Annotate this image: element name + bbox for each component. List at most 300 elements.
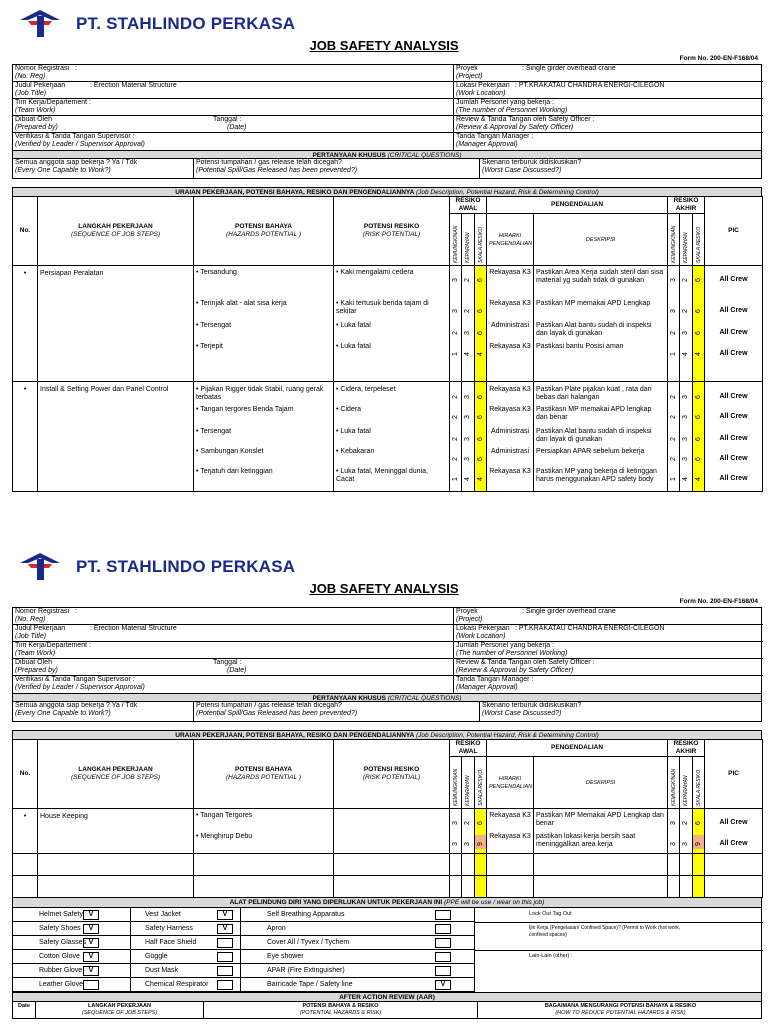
likelihood-value-cell [450,382,462,492]
empty-cell[interactable] [194,854,334,876]
col-likelihood: KEMUNGKINAN [453,225,459,263]
aar-col-step: LANGKAH PEKERJAAN (SEQUENCE OF JOB STEPS) [35,1002,203,1018]
likelihood-final-value: 3 [670,842,678,846]
likelihood-final-value: 2 [670,457,678,461]
hazard-item: • Tersandung [196,269,237,276]
page-2 [0,543,768,1016]
ppe-checkbox[interactable]: V [83,910,99,920]
aar-col-how: BAGAIMANA MENGURANGI POTENSI BAHAYA & RESIKO (HOW TO REDUCE POTENTIAL HAZARDS & RISK) [477,1002,763,1018]
control-description: pastikan lokasi kerja bersih saat meninggalkan area kerja [536,833,636,848]
col-no: No. [13,740,38,809]
severity-value: 4 [464,352,471,356]
ppe-item-label: Barricade Tape / Safety line [267,981,353,988]
jsa-table [12,739,763,898]
col-risk-scale: SKALA RESIKO [478,769,484,806]
job-step: Persiapan Peralatan [38,266,194,382]
severity-value: 2 [464,821,471,825]
severity-final-value: 3 [682,415,690,419]
likelihood-final-value-cell [668,809,680,854]
job-title-field[interactable]: Judul Pekerjaan : Erection Material Structure (Job Title) [13,82,454,99]
pic-value: All Crew [719,329,748,336]
ppe-item [131,922,241,936]
ppe-item-label: Half Face Shield [145,939,197,946]
ppe-item-label: Goggle [145,953,168,960]
severity-value: 3 [464,842,471,846]
col-risk-akhir: RESIKO AKHIR [668,197,705,214]
control-hierarchy: Rekayasa K3 [489,812,531,819]
ppe-side-panel [475,908,763,992]
control-description: Pastikasi bantu Posisi aman [536,343,624,350]
empty-cell[interactable] [462,854,475,876]
ppe-checkbox[interactable] [435,966,451,976]
severity-value-cell [462,266,475,382]
likelihood-value: 3 [452,842,459,846]
safety-officer-field[interactable]: Review & Tanda Tangan oleh Safety Officer : (Review & Approval by Safety Officer) [454,116,763,133]
empty-cell[interactable] [475,876,487,898]
risk-scale-final-value: 6 [695,309,703,313]
risk-scale-value: 4 [477,477,484,481]
hazard-item: • Tersengat [196,322,232,329]
ppe-item [13,978,131,992]
info-block [12,607,762,722]
work-location-field[interactable]: Lokasi Pekerjaan : PT.KRAKATAU CHANDRA ENERGI-CILEGON (Work Location) [454,625,763,642]
empty-cell[interactable] [38,854,194,876]
severity-value-cell [462,382,475,492]
hazard-item: • Sambungan Konslet [196,448,264,455]
likelihood-final-value: 2 [670,331,678,335]
col-step: LANGKAH PEKERJAAN (SEQUENCE OF JOB STEPS) [38,197,194,266]
ppe-item [241,950,475,964]
pic-value: All Crew [719,413,748,420]
control-hierarchy: Administrasi [490,428,530,435]
ppe-checkbox[interactable] [435,952,451,962]
company-logo-icon [18,551,62,581]
control-description: Pastikan MP Memakai APD Lengkap dan benar [536,812,664,827]
table-row [13,809,763,854]
ppe-checkbox[interactable]: V [83,966,99,976]
hazard-item: • Pijakan Rigger tidak Stabil, ruang gerak terbatas [196,386,324,401]
question-worst-case[interactable]: Skenario terburuk didiskusikan? (Worst Case Discussed?) [479,159,763,178]
likelihood-value: 1 [452,477,459,481]
risk-scale-value: 9 [477,842,484,846]
risk-scale-value: 4 [477,352,484,356]
safety-officer-field[interactable]: Review & Tanda Tangan oleh Safety Officer : (Review & Approval by Safety Officer) [454,659,763,676]
empty-cell[interactable] [450,854,462,876]
severity-value: 3 [464,415,471,419]
registration-field[interactable]: Nomor Registrasi : (No. Reg) [13,65,454,82]
hazard-item: • Menghirup Debu [196,833,253,840]
severity-value: 2 [464,278,471,282]
severity-value: 3 [464,437,471,441]
ppe-checkbox[interactable]: V [435,980,451,990]
ppe-checkbox[interactable]: V [83,924,99,934]
jsa-table-body [13,809,763,898]
hazard-item: • Terjatuh dari ketinggian [196,468,273,475]
col-control: PENGENDALIAN [487,197,668,214]
ppe-item [241,922,475,936]
severity-final-value: 3 [682,395,690,399]
critical-questions [13,159,761,178]
empty-cell[interactable] [534,876,668,898]
col-severity-final: KEPARAHAN [683,232,690,263]
page-1 [0,0,768,483]
ppe-item [131,908,241,922]
severity-value: 3 [464,331,471,335]
empty-cell[interactable] [334,876,450,898]
ppe-checkbox[interactable] [435,924,451,934]
ppe-item [13,950,131,964]
question-capable[interactable]: Semua anggota siap bekerja ? Ya / Tdk (Every One Capable to Work?) [15,159,138,174]
risk-scale-final-value: 4 [695,477,703,481]
severity-final-value: 3 [682,437,690,441]
severity-final-value-cell [680,809,693,854]
col-risk-scale-final: SKALA RESIKO [696,226,703,263]
risk-scale-final-value-cell [693,382,705,492]
ppe-band: ALAT PELINDUNG DIRI YANG DIPERLUKAN UNTUK PEKERJAAN INI (PPE will be use / wear on this job) [13,898,761,908]
empty-cell[interactable] [462,876,475,898]
risk-item: • Kebakaran [336,448,375,455]
empty-cell[interactable] [450,876,462,898]
risk-scale-final-value: 4 [695,352,703,356]
likelihood-value: 2 [452,437,459,441]
risk-scale-final-value: 9 [695,842,703,846]
risk-scale-value: 6 [477,415,484,419]
control-description: Pastikan Alat bantu sudah di inspeksi dan layak di gunakan [536,428,652,443]
supervisor-field[interactable]: Verifikasi & Tanda Tangan Supervisor : (Verified by Leader / Supervisor Approval) [13,133,454,150]
hazard-item: • Tersengat [196,428,232,435]
ppe-item-label: Safety Harness [145,925,193,932]
jsa-table-band: URAIAN PEKERJAAN, POTENSI BAHAYA, RESIKO DAN PENGENDALIANNYA (Job Description, Potential Hazard, Risk & Determining Control) [12,730,762,739]
ppe-checkbox[interactable] [217,980,233,990]
empty-cell[interactable] [475,854,487,876]
header [0,543,768,605]
critical-questions-band: PERTANYAAN KHUSUS (CRITICAL QUESTIONS) [13,693,761,702]
risk-item: • Cidera [336,406,362,413]
control-description-cell [534,266,668,382]
ppe-checkbox[interactable] [217,966,233,976]
likelihood-final-value: 1 [670,477,678,481]
likelihood-final-value: 1 [670,352,678,356]
control-description: Persiapkan APAR sebelum bekerja [536,448,645,455]
control-description: Pastikasn MP memakai APD lengkap dan benar [536,406,652,421]
risk-item: • Luka fatal [336,343,371,350]
ppe-item-label: Cotton Glove [39,953,80,960]
col-hazard: POTENSI BAHAYA (HAZARDS POTENTIAL ) [194,740,334,809]
severity-final-value: 2 [682,821,690,825]
registration-field[interactable]: Nomor Registrasi : (No. Reg) [13,608,454,625]
company-name: PT. STAHLINDO PERKASA [76,14,296,33]
empty-cell[interactable] [13,876,38,898]
control-hierarchy: Rekayasa K3 [489,406,531,413]
job-step: Install & Setting Power dan Panel Control [38,382,194,492]
col-severity: KEPARAHAN [465,775,471,806]
empty-cell[interactable] [194,876,334,898]
control-description: Pastikan MP yang bekerja di ketinggan harus menggunakan APD safety body [536,468,657,483]
ppe-checkbox[interactable]: V [83,952,99,962]
risk-scale-value: 6 [477,395,484,399]
control-description: Pastikan Plate pijakan kuat , rata dan bebas dari halangan [536,386,652,401]
col-risk-awal: RESIKO AWAL [450,740,487,757]
prepared-by-field[interactable]: Dibuat Oleh Tanggal : (Prepared by) (Date) [13,116,454,133]
control-hierarchy-cell [487,266,534,382]
likelihood-value: 1 [452,352,459,356]
col-no: No. [13,197,38,266]
control-hierarchy: Administrasi [490,322,530,329]
ppe-item [131,964,241,978]
question-capable[interactable]: Semua anggota siap bekerja ? Ya / Tdk (Every One Capable to Work?) [15,702,138,717]
severity-value-cell [462,809,475,854]
col-hierarchy: HIRARKI PENGENDALIAN [489,775,533,790]
empty-cell[interactable] [680,876,693,898]
control-description: Pastikan MP memakai APD Lengkap [536,300,651,307]
risk-scale-final-value-cell [693,266,705,382]
risk-item-cell [334,809,450,854]
risk-scale-final-value-cell [693,809,705,854]
likelihood-final-value: 3 [670,309,678,313]
control-hierarchy: Rekayasa K3 [489,343,531,350]
risk-scale-value-cell [475,382,487,492]
others-label: Lain-Lain (other) : [529,953,573,959]
jsa-table-band: URAIAN PEKERJAAN, POTENSI BAHAYA, RESIKO DAN PENGENDALIANNYA (Job Description, Potential Hazard, Risk & Determining Control) [12,187,762,196]
severity-final-value: 3 [682,331,690,335]
risk-item-cell [334,266,450,382]
likelihood-value: 2 [452,415,459,419]
risk-scale-value-cell [475,266,487,382]
empty-cell[interactable] [693,876,705,898]
ppe-checkbox[interactable]: V [217,924,233,934]
aar-band: AFTER ACTION REVIEW (AAR) [13,992,761,1001]
col-description: DESKRIPSI [585,779,616,786]
ppe-item-label: Chemical Respirator [145,981,209,988]
col-description: DESKRIPSI [585,236,616,243]
pic-value-cell [705,809,763,854]
col-likelihood-final: KEMUNGKINAN [671,768,678,806]
pic-value: All Crew [719,475,748,482]
control-hierarchy: Rekayasa K3 [489,269,531,276]
likelihood-final-value: 3 [670,821,678,825]
form-number: Form No. 200-EN-F168/04 [679,55,758,62]
aar-col-hazard: POTENSI BAHAYA & RESIKO (POTENTIAL HAZARDS & RISK) [203,1002,477,1018]
empty-cell[interactable] [668,876,680,898]
likelihood-value-cell [450,266,462,382]
row-number: • [13,809,38,854]
likelihood-final-value-cell [668,382,680,492]
ppe-item [13,936,131,950]
empty-cell[interactable] [13,854,38,876]
likelihood-final-value: 2 [670,415,678,419]
risk-item: • Luka fatal [336,322,371,329]
risk-scale-final-value: 6 [695,821,703,825]
control-hierarchy: Rekayasa K3 [489,386,531,393]
severity-final-value-cell [680,266,693,382]
control-hierarchy: Rekayasa K3 [489,833,531,840]
severity-final-value: 4 [682,477,690,481]
ppe-checkbox[interactable] [83,980,99,990]
likelihood-final-value: 3 [670,278,678,282]
empty-cell[interactable] [487,854,534,876]
ppe-item [13,964,131,978]
team-work-field[interactable]: Tim Kerja/Departement : (Team Work) [13,99,454,116]
pic-value: All Crew [719,276,748,283]
supervisor-field[interactable]: Verifikasi & Tanda Tangan Supervisor : (Verified by Leader / Supervisor Approval) [13,676,454,693]
col-risk: POTENSI RESIKO (RISK POTENTIAL) [334,197,450,266]
empty-cell[interactable] [534,854,668,876]
control-hierarchy: Rekayasa K3 [489,468,531,475]
severity-final-value-cell [680,382,693,492]
ppe-item [241,936,475,950]
project-field[interactable]: Proyek : Single girder overhead crane (Project) [454,608,763,625]
personnel-count-field[interactable]: Jumlah Personel yang bekerja : (The number of Personnel Working) [454,99,763,116]
control-hierarchy: Administrasi [490,448,530,455]
likelihood-value: 2 [452,457,459,461]
jsa-table [12,196,763,492]
empty-cell[interactable] [705,854,763,876]
risk-item: • Kaki mengalami cedera [336,269,414,276]
col-risk: POTENSI RESIKO (RISK POTENTIAL) [334,740,450,809]
control-hierarchy-cell [487,809,534,854]
pic-value: All Crew [719,840,748,847]
ppe-item-label: Dust Mask [145,967,179,974]
col-hazard: POTENSI BAHAYA (HAZARDS POTENTIAL ) [194,197,334,266]
company-logo-icon [18,8,62,38]
empty-row [13,876,763,898]
severity-value: 3 [464,457,471,461]
empty-cell[interactable] [38,876,194,898]
empty-cell[interactable] [668,854,680,876]
likelihood-value-cell [450,809,462,854]
risk-scale-final-value: 6 [695,437,703,441]
row-number: • [13,382,38,492]
pic-value: All Crew [719,350,748,357]
permit-to-work-label: Ijin Kerja (Pengelasan/ Confined Space)? (Permit to Work (hot work, confined spaces) [529,925,681,938]
ppe-checkbox[interactable] [435,938,451,948]
col-control: PENGENDALIAN [487,740,668,757]
col-hierarchy: HIRARKI PENGENDALIAN [489,232,533,247]
ppe-item-label: Vest Jacket [145,911,181,918]
ppe-item [13,922,131,936]
col-risk-scale: SKALA RESIKO [478,226,484,263]
ppe-block [12,898,762,1019]
col-risk-akhir: RESIKO AKHIR [668,740,705,757]
question-spill[interactable]: Potensi tumpahan / gas release telah dicegah? (Potential Spill/Gas Released has been prevented?) [193,702,479,721]
ppe-checkbox[interactable]: V [217,910,233,920]
hazard-item-cell [194,809,334,854]
risk-scale-final-value: 6 [695,415,703,419]
likelihood-final-value: 2 [670,395,678,399]
side-divider [475,922,763,923]
col-risk-awal: RESIKO AWAL [450,197,487,214]
severity-value: 4 [464,477,471,481]
question-spill[interactable]: Potensi tumpahan / gas release telah dicegah? (Potential Spill/Gas Released has been prevented?) [193,159,479,178]
severity-final-value: 2 [682,309,690,313]
company-name: PT. STAHLINDO PERKASA [76,557,296,576]
likelihood-value: 3 [452,278,459,282]
ppe-checkbox[interactable] [435,910,451,920]
manager-field[interactable]: Tanda Tangan Manager : (Manager Approval) [456,676,534,691]
empty-cell[interactable] [693,854,705,876]
col-likelihood: KEMUNGKINAN [453,768,459,806]
pic-value-cell [705,382,763,492]
ppe-item [241,908,475,922]
job-step: House Keeping [38,809,194,854]
ppe-item-label: Self Breathing Apparatus [267,911,345,918]
ppe-item-label: Apron [267,925,286,932]
personnel-count-field[interactable]: Jumlah Personel yang bekerja : (The number of Personnel Working) [454,642,763,659]
jsa-table-block [12,187,762,492]
control-description-cell [534,809,668,854]
ppe-checkbox[interactable]: V [83,938,99,948]
col-likelihood-final: KEMUNGKINAN [671,225,678,263]
aar-header [13,1001,761,1018]
risk-scale-final-value: 6 [695,457,703,461]
question-worst-case[interactable]: Skenario terburuk didiskusikan? (Worst Case Discussed?) [479,702,763,721]
risk-scale-value: 6 [477,278,484,282]
risk-item-cell [334,382,450,492]
critical-questions [13,702,761,721]
jsa-table-body [13,266,763,492]
team-work-field[interactable]: Tim Kerja/Departement : (Team Work) [13,642,454,659]
hazard-item: • Terinjak alat - alat sisa kerja [196,300,287,307]
ppe-item-label: Helmet Safety [39,911,83,918]
work-location-field[interactable]: Lokasi Pekerjaan : PT.KRAKATAU CHANDRA ENERGI-CILEGON (Work Location) [454,82,763,99]
control-description-cell [534,382,668,492]
risk-scale-value: 6 [477,821,484,825]
ppe-item-label: APAR (Fire Extinguisher) [267,967,345,974]
empty-cell[interactable] [487,876,534,898]
severity-final-value: 3 [682,457,690,461]
control-description: Pastikan Alat bantu sudah di inspeksi dan layak di gunakan [536,322,652,337]
ppe-checkbox[interactable] [217,952,233,962]
aar-col-date: Date [18,1003,30,1009]
ppe-item-label: Safety Glasses [39,939,87,946]
pic-value-cell [705,266,763,382]
hazard-item-cell [194,382,334,492]
info-block [12,64,762,179]
manager-field[interactable]: Tanda Tangan Manager : (Manager Approval) [456,133,534,148]
document-title: JOB SAFETY ANALYSIS [309,581,459,596]
empty-cell[interactable] [705,876,763,898]
risk-scale-value: 6 [477,457,484,461]
empty-cell[interactable] [680,854,693,876]
ppe-item-label: Rubber Glove [39,967,83,974]
hazard-item: • Tangan tergores Benda Tajam [196,406,294,413]
control-description: Pastikan Area Kerja sudah steril dari sisa material yg sudah tidak di gunakan [536,269,664,284]
risk-item: • Luka fatal, Meninggal dunia, Cacat [336,468,428,483]
severity-value: 3 [464,395,471,399]
prepared-by-field[interactable]: Dibuat Oleh Tanggal : (Prepared by) (Date) [13,659,454,676]
ppe-checkbox[interactable] [217,938,233,948]
control-hierarchy-cell [487,382,534,492]
likelihood-final-value-cell [668,266,680,382]
project-field[interactable]: Proyek : Single girder overhead crane (Project) [454,65,763,82]
likelihood-final-value: 2 [670,437,678,441]
critical-questions-band: PERTANYAAN KHUSUS (CRITICAL QUESTIONS) [13,150,761,159]
col-severity-final: KEPARAHAN [683,775,690,806]
risk-scale-value: 6 [477,437,484,441]
col-step: LANGKAH PEKERJAAN (SEQUENCE OF JOB STEPS) [38,740,194,809]
job-title-field[interactable]: Judul Pekerjaan : Erection Material Structure (Job Title) [13,625,454,642]
hazard-item-cell [194,266,334,382]
risk-scale-final-value: 6 [695,395,703,399]
document-title: JOB SAFETY ANALYSIS [309,38,459,53]
hazard-item: • Tangan Tergores [196,812,253,819]
likelihood-value: 2 [452,331,459,335]
pic-value: All Crew [719,455,748,462]
pic-value: All Crew [719,435,748,442]
pic-value: All Crew [719,393,748,400]
risk-scale-value: 6 [477,309,484,313]
empty-cell[interactable] [334,854,450,876]
